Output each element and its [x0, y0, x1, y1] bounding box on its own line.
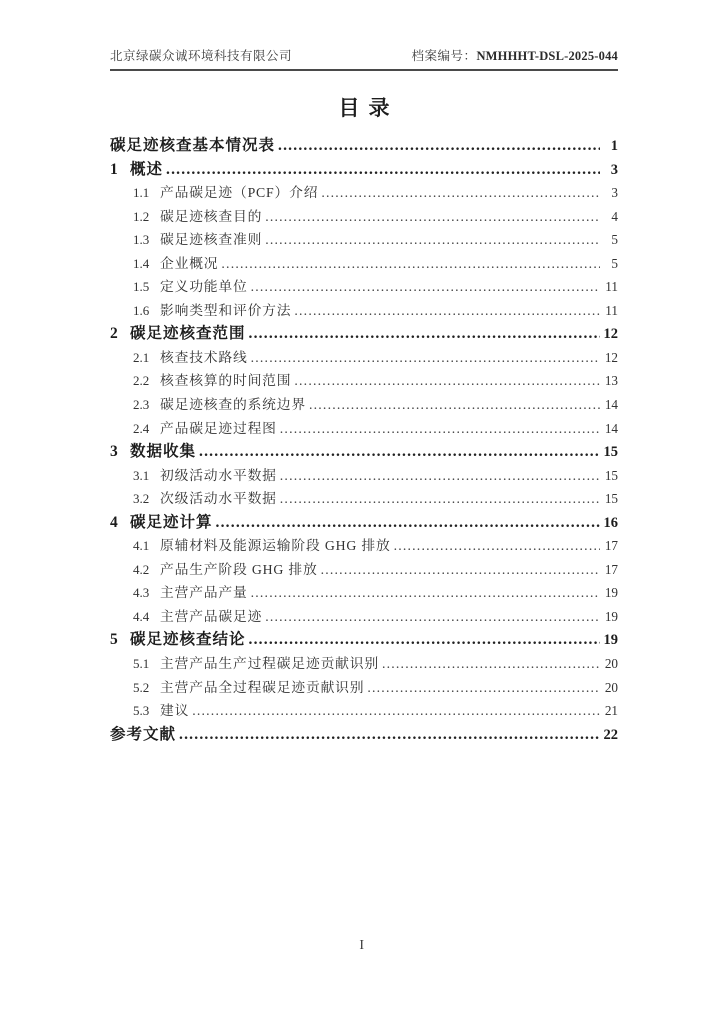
dot-leader: [199, 440, 600, 464]
toc-entry: [110, 417, 618, 441]
toc-entry-number: 1.2: [133, 208, 150, 224]
toc-entry-page-number: 20: [604, 656, 618, 672]
dot-leader: [309, 393, 600, 417]
toc-entry-label: 主营产品生产过程碳足迹贡献识别: [160, 656, 379, 672]
toc-entry: [110, 605, 618, 629]
toc-entry: [110, 299, 618, 323]
toc-entry-number: 1.4: [133, 255, 150, 271]
dot-leader: [321, 558, 600, 582]
page-footer: [0, 938, 724, 954]
toc-entry: [110, 464, 618, 488]
toc-entry-number: 2.4: [133, 420, 150, 436]
toc-entry: [110, 699, 618, 723]
toc-entry-number: 4.3: [133, 585, 150, 601]
toc-entry-page-number: 4: [611, 208, 618, 224]
toc-entry-label: 建议: [160, 703, 190, 719]
dot-leader: [251, 346, 600, 370]
dot-leader: [192, 699, 600, 723]
toc-entry: [110, 322, 618, 346]
toc-entry-page-number: 19: [604, 585, 618, 601]
toc-entry-number: 5.3: [133, 703, 150, 719]
toc-entry: [110, 252, 618, 276]
dot-leader: [280, 464, 600, 488]
toc-entry-number: 5.1: [133, 656, 150, 672]
file-number-value: NMHHHT-DSL-2025-044: [476, 49, 618, 63]
toc-entry-number: 2: [110, 325, 118, 343]
toc-entry: [110, 487, 618, 511]
dot-leader: [265, 205, 600, 229]
dot-leader: [278, 134, 600, 158]
file-number-label: 档案编号：: [411, 49, 477, 63]
toc-entry-page-number: 17: [604, 561, 618, 577]
toc-entry-page-number: 15: [604, 491, 618, 507]
dot-leader: [294, 369, 600, 393]
toc-entry: [110, 511, 618, 535]
toc-entry-label: 定义功能单位: [160, 279, 248, 295]
page-number: I: [359, 938, 365, 953]
dot-leader: [179, 723, 600, 747]
toc-entry-label: 碳足迹核查范围: [130, 325, 246, 343]
toc-entry-page-number: 1: [610, 138, 618, 154]
toc-entry-page-number: 3: [611, 185, 618, 201]
toc-entry: [110, 534, 618, 558]
dot-leader: [216, 511, 600, 535]
toc-entry-page-number: 14: [604, 420, 618, 436]
dot-leader: [251, 275, 600, 299]
dot-leader: [280, 417, 600, 441]
toc-entry-label: 产品碳足迹（PCF）介绍: [160, 185, 319, 201]
toc-entry: [110, 346, 618, 370]
toc-entry-number: 3.2: [133, 491, 150, 507]
dot-leader: [249, 628, 600, 652]
dot-leader: [382, 652, 600, 676]
toc-entry: [110, 581, 618, 605]
toc-entry-page-number: 21: [604, 703, 618, 719]
toc-entry-number: 3.1: [133, 467, 150, 483]
toc-entry-number: 3: [110, 443, 118, 461]
toc-entry-page-number: 15: [603, 444, 618, 461]
toc-entry-label: 核查核算的时间范围: [160, 373, 292, 389]
toc-entry: [110, 393, 618, 417]
toc-entry: [110, 134, 618, 158]
dot-leader: [394, 534, 600, 558]
toc-entry-number: 5.2: [133, 679, 150, 695]
document-header: [110, 46, 618, 71]
page-title: 目录: [338, 96, 399, 120]
toc-entry-number: 1.3: [133, 232, 150, 248]
table-of-contents: [110, 134, 618, 746]
dot-leader: [249, 322, 600, 346]
toc-entry-number: 4.1: [133, 538, 150, 554]
toc-entry: [110, 558, 618, 582]
toc-entry-number: 1.1: [133, 185, 150, 201]
toc-entry: [110, 228, 618, 252]
toc-entry-number: 1: [110, 160, 118, 178]
dot-leader: [294, 299, 600, 323]
toc-entry-page-number: 11: [605, 279, 618, 295]
toc-entry-page-number: 12: [603, 326, 618, 343]
toc-entry-label: 碳足迹核查结论: [130, 631, 246, 649]
toc-entry: [110, 275, 618, 299]
dot-leader: [367, 676, 600, 700]
toc-entry-number: 1.6: [133, 302, 150, 318]
dot-leader: [265, 605, 600, 629]
toc-entry-page-number: 20: [604, 679, 618, 695]
toc-entry-label: 参考文献: [110, 725, 177, 743]
toc-entry-page-number: 14: [604, 397, 618, 413]
toc-entry-page-number: 13: [604, 373, 618, 389]
toc-entry: [110, 205, 618, 229]
toc-entry: [110, 181, 618, 205]
toc-entry-label: 主营产品全过程碳足迹贡献识别: [160, 679, 365, 695]
toc-entry-label: 数据收集: [130, 443, 197, 461]
toc-entry-label: 核查技术路线: [160, 349, 248, 365]
toc-entry: [110, 369, 618, 393]
toc-entry-label: 次级活动水平数据: [160, 491, 277, 507]
toc-entry-label: 主营产品产量: [160, 585, 248, 601]
toc-entry-page-number: 19: [603, 632, 618, 649]
toc-entry: [110, 652, 618, 676]
toc-entry-label: 企业概况: [160, 255, 219, 271]
toc-entry-number: 2.3: [133, 397, 150, 413]
toc-entry-number: 4: [110, 513, 118, 531]
dot-leader: [251, 581, 600, 605]
toc-entry-number: 2.2: [133, 373, 150, 389]
toc-entry-number: 4.2: [133, 561, 150, 577]
toc-entry-number: 1.5: [133, 279, 150, 295]
dot-leader: [221, 252, 600, 276]
toc-entry-label: 产品生产阶段 GHG 排放: [160, 561, 318, 577]
toc-entry-page-number: 15: [604, 467, 618, 483]
toc-entry-page-number: 11: [605, 302, 618, 318]
toc-entry-label: 影响类型和评价方法: [160, 302, 292, 318]
company-name: 北京绿碳众诚环境科技有限公司: [110, 49, 293, 63]
toc-entry-page-number: 5: [611, 255, 618, 271]
toc-entry-label: 初级活动水平数据: [160, 467, 277, 483]
toc-entry-label: 碳足迹核查的系统边界: [160, 397, 306, 413]
toc-entry-page-number: 19: [604, 608, 618, 624]
file-number: [411, 46, 618, 64]
toc-entry: [110, 628, 618, 652]
dot-leader: [321, 181, 600, 205]
toc-entry: [110, 440, 618, 464]
toc-entry-label: 概述: [130, 160, 164, 178]
toc-entry-page-number: 3: [610, 161, 618, 178]
toc-entry-label: 碳足迹核查准则: [160, 232, 263, 248]
toc-entry: [110, 676, 618, 700]
toc-entry-label: 产品碳足迹过程图: [160, 420, 277, 436]
dot-leader: [265, 228, 600, 252]
toc-entry-page-number: 5: [611, 232, 618, 248]
dot-leader: [280, 487, 600, 511]
toc-entry-page-number: 16: [603, 514, 618, 531]
toc-entry-number: 4.4: [133, 608, 150, 624]
toc-entry-label: 碳足迹核查基本情况表: [110, 137, 276, 154]
toc-entry: [110, 158, 618, 182]
toc-entry-page-number: 17: [604, 538, 618, 554]
toc-entry-page-number: 22: [603, 726, 618, 743]
toc-entry-number: 5: [110, 631, 118, 649]
toc-entry-label: 主营产品碳足迹: [160, 608, 263, 624]
toc-entry-number: 2.1: [133, 349, 150, 365]
toc-entry-label: 碳足迹核查目的: [160, 208, 263, 224]
dot-leader: [166, 158, 600, 182]
toc-entry-label: 原辅材料及能源运输阶段 GHG 排放: [160, 538, 391, 554]
toc-entry-label: 碳足迹计算: [130, 513, 213, 531]
toc-entry: [110, 723, 618, 747]
toc-entry-page-number: 12: [604, 349, 618, 365]
